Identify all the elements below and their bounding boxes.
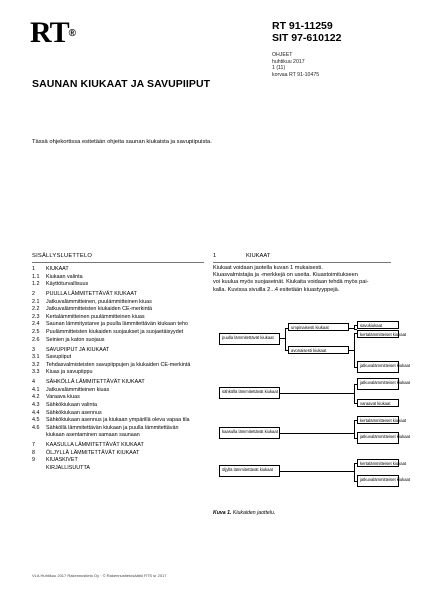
toc-entry-title: Kertalämmitteinen puulämmitteinen kiuas xyxy=(46,313,145,320)
toc-entry-number: 4.2 xyxy=(32,394,40,401)
toc-entry-title: SÄHKÖLLÄ LÄMMITETTÄVÄT KIUKAAT xyxy=(46,379,145,386)
toc-entry xyxy=(32,321,212,329)
toc-entry-title: KAASULLA LÄMMITETTÄVÄT KIUKAAT xyxy=(46,442,144,449)
box-jatkuva: jatkuvalämmitteiset kiukaat xyxy=(357,475,399,487)
toc-entry-title: Jatkuvalämmitteinen, puulämmitteinen kiuas xyxy=(46,298,152,305)
box-varaava: varaavat kiukaat xyxy=(357,399,399,407)
toc-entry-title: Kiuas ja savupiippu xyxy=(46,369,93,376)
toc-entry-number xyxy=(32,465,46,473)
toc-entry xyxy=(32,329,212,337)
toc-entry-number: 4.1 xyxy=(32,386,40,393)
toc-entry-title: KIUKAAT xyxy=(46,266,69,272)
toc-entry-title: Sähköllä lämmitettävän kiukaan ja puulla lämmitettävän xyxy=(46,424,179,431)
toc-entry xyxy=(32,314,212,322)
toc-entry xyxy=(32,347,212,355)
toc-entry xyxy=(32,354,212,362)
toc-entry-number: 2 xyxy=(32,291,35,298)
toc-entry-number: 3.2 xyxy=(32,361,40,368)
toc-entry-title: Puulämmitteisten kiukaiden suojaukset ja suojaetäisyydet xyxy=(46,329,184,336)
box-kaasu: kaasulla lämmitettävät kiukaat xyxy=(219,427,280,439)
toc-rule xyxy=(32,262,204,263)
toc-entry xyxy=(32,402,212,410)
toc-entry-title: PUULLA LÄMMITETTÄVÄT KIUKAAT xyxy=(46,291,137,298)
toc-entry-number: 2.2 xyxy=(32,306,40,313)
toc-entry xyxy=(32,457,212,465)
connector-line xyxy=(285,328,286,350)
toc-entry xyxy=(32,432,212,440)
connector-line xyxy=(354,463,355,481)
box-savukiuas: savukiukaat xyxy=(357,321,399,329)
box-kerta: kertalämmitteiset kiukaat xyxy=(357,416,399,424)
toc-entry-title: Jatkuvalämmitteisten kiukaiden CE-merkintä xyxy=(46,306,153,313)
toc-entry xyxy=(32,362,212,370)
page-footer: VLA Huhtikuu 2017 Rakennustieto Oy · © Rakennustietosäätiö RTS sr 2017 xyxy=(32,573,167,578)
box-kerta: kertalämmitteiset kiukaat xyxy=(357,459,399,467)
toc-entry xyxy=(32,417,212,425)
toc-entry-title: Sähkökiukaan asennus xyxy=(46,409,102,416)
meta-pages: 1 (11) xyxy=(272,65,286,71)
box-jatkuva: jatkuvalämmitteiset kiukaat xyxy=(357,361,399,373)
toc-entry xyxy=(32,379,212,387)
toc-entry-number: 2.4 xyxy=(32,321,40,328)
toc-entry-number xyxy=(32,432,46,440)
body-line: kalla. Kuvissa sivuilla 2...4 esitetään kiuastyyppejä. xyxy=(213,286,340,293)
toc-entry-number: 3 xyxy=(32,346,35,353)
rt-logo: RT® xyxy=(30,16,75,49)
toc-entry-title: Jatkuvalämmitteinen kiuas xyxy=(46,386,110,393)
toc-entry-number: 8 xyxy=(32,449,35,456)
toc-entry-title: KIUASKIVET xyxy=(46,457,78,464)
toc-entry xyxy=(32,306,212,314)
toc-entry-title: Sähkökiukaan valinta xyxy=(46,401,97,408)
toc-entry-title: ÖLJYLLÄ LÄMMITETTÄVÄT KIUKAAT xyxy=(46,449,140,456)
box-puu: puulla lämmitettävät kiukaat xyxy=(219,333,280,345)
toc-entry-number: 4 xyxy=(32,379,35,386)
toc-entry-title: Seinien ja katon suojaus xyxy=(46,336,105,343)
toc-entry xyxy=(32,442,212,450)
body-line: voi kuulua myös suojaseinät. Kiukaita voidaan tehdä myös pai- xyxy=(213,279,369,286)
toc-entry-title: KIRJALLISUUTTA xyxy=(46,465,90,472)
toc-entry xyxy=(32,394,212,402)
toc-entry-number: 9 xyxy=(32,457,35,464)
intro-text: Tässä ohjekortissa esitetään ohjeita saunan kiukaista ja savupiipuista. xyxy=(32,139,212,145)
box-avoin: avonaisesti kiukaat xyxy=(288,346,349,354)
connector-line xyxy=(280,393,355,394)
toc-entry-number: 4.6 xyxy=(32,424,40,431)
toc-entry-title: Saunan lämmitystarve ja puulla lämmitettävän kiukaan teho xyxy=(46,321,189,328)
body-line: Kiukaat voidaan jaotella kuvan 1 mukaisesti. xyxy=(213,265,323,271)
meta-replaces: korvaa RT 91-10475 xyxy=(272,71,320,78)
toc-entry xyxy=(32,266,212,274)
toc-entry-title: SAVUPIIPUT JA KIUKAAT xyxy=(46,346,110,353)
toc-entry xyxy=(32,281,212,289)
doc-id-sit: SIT 97-610122 xyxy=(272,32,342,44)
figure-caption: Kuva 1. Kiukaiden jaottelu. xyxy=(213,510,276,516)
heater-classification-diagram xyxy=(219,321,411,497)
toc-entry-number: 1.1 xyxy=(32,273,40,280)
toc-entry-number: 4.5 xyxy=(32,417,40,424)
toc-entry-number: 4.4 xyxy=(32,409,40,416)
connector-line xyxy=(280,433,355,434)
box-oljy: öljyllä lämmitettävät kiukaat xyxy=(219,465,280,477)
connector-line xyxy=(354,420,355,438)
page-title: SAUNAN KIUKAAT JA SAVUPIIPUT xyxy=(32,78,211,90)
toc-entry xyxy=(32,369,212,377)
toc-entry-number: 2.5 xyxy=(32,329,40,336)
table-of-contents xyxy=(32,266,212,473)
toc-entry xyxy=(32,410,212,418)
toc-entry-title: Kiukaan valinta xyxy=(46,273,83,280)
meta-date: huhtikuu 2017 xyxy=(272,58,305,65)
connector-line xyxy=(280,471,355,472)
section-body xyxy=(213,265,391,294)
toc-entry-number: 2.6 xyxy=(32,336,40,343)
toc-entry xyxy=(32,450,212,458)
section-heading: 1 KIUKAAT xyxy=(213,253,271,259)
toc-entry xyxy=(32,425,212,433)
toc-entry xyxy=(32,465,212,473)
box-jatkuva: jatkuvalämmitteiset kiukaat xyxy=(357,378,399,390)
toc-entry-number: 4.3 xyxy=(32,401,40,408)
toc-entry xyxy=(32,291,212,299)
toc-entry-number: 3.1 xyxy=(32,354,40,361)
toc-entry-title: Varaava kiuas xyxy=(46,394,80,401)
toc-entry-number: 3.3 xyxy=(32,369,40,376)
toc-entry-number: 1.2 xyxy=(32,281,40,288)
connector-line xyxy=(354,333,355,367)
toc-entry-title: Savupiiput xyxy=(46,354,72,361)
box-jatkuva: jatkuvalämmitteiset kiukaat xyxy=(357,432,399,444)
body-line: Kiuasvalmistajia ja -merkkejä on useita. Kiuastoimitukseen xyxy=(213,272,358,279)
toc-entry-number: 7 xyxy=(32,442,35,449)
toc-entry-title: Tehdasvalmisteisten savupiippujen ja kiukaiden CE-merkintä xyxy=(46,361,191,368)
toc-entry-number: 1 xyxy=(32,266,35,272)
box-sahko: sähköllä lämmitettävät kiukaat xyxy=(219,387,280,399)
toc-entry xyxy=(32,274,212,282)
toc-entry-title: Sähkökiukaan asennus ja kiukaan ympärillä oleva vapaa tila xyxy=(46,417,190,424)
toc-title: SISÄLLYSLUETTELO xyxy=(32,253,93,259)
toc-entry xyxy=(32,387,212,395)
toc-entry xyxy=(32,337,212,345)
toc-entry-title: kiukaan asentaminen samaan saunaan xyxy=(46,432,140,439)
section-rule xyxy=(213,262,391,263)
connector-line xyxy=(354,384,355,403)
box-kerta: kertalämmitteiset kiukaat xyxy=(357,330,399,338)
toc-entry-title: Käyttöturvallisuus xyxy=(46,281,89,288)
toc-entry-number: 2.3 xyxy=(32,313,40,320)
doc-id-rt: RT 91-11259 xyxy=(272,20,333,32)
box-umpi: umpinaisesti kiukaat xyxy=(288,323,349,331)
toc-entry-number: 2.1 xyxy=(32,298,40,305)
meta-type: OHJEET xyxy=(272,52,293,58)
toc-entry xyxy=(32,299,212,307)
